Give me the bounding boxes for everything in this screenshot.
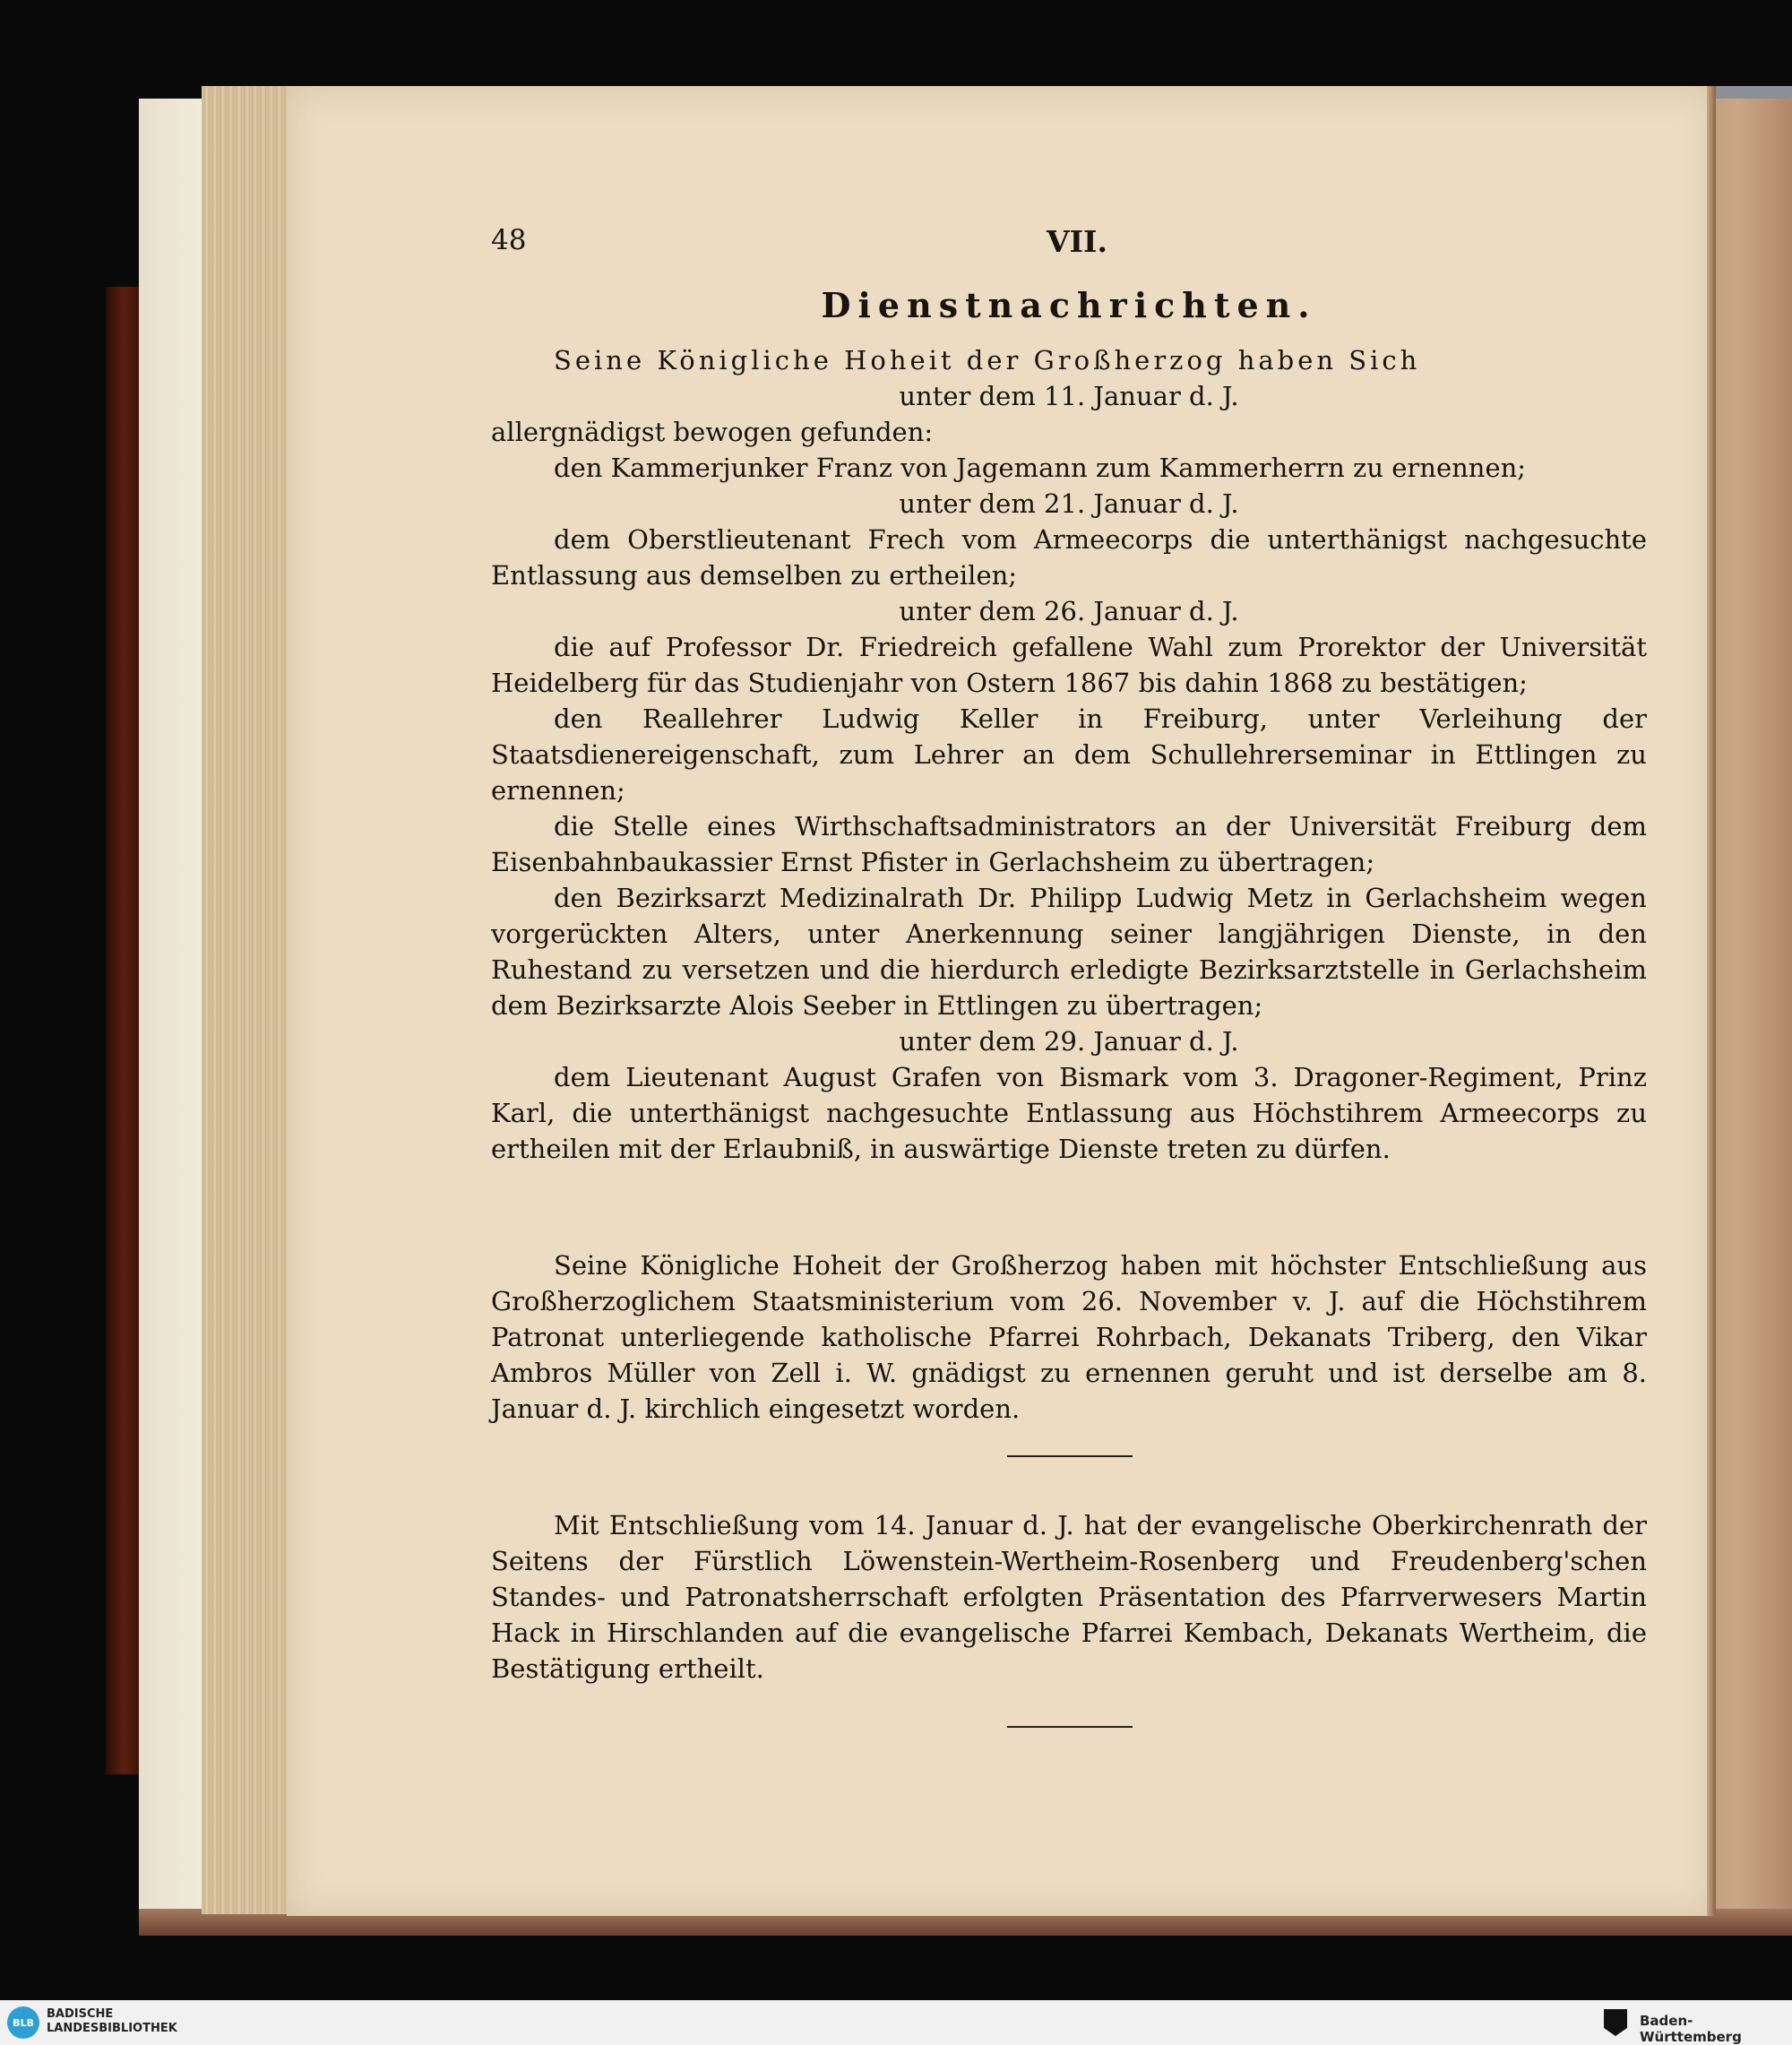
item-3: die auf Professor Dr. Friedreich gefallene Wahl zum Prorektor der Universität Heidelberg für das Studienjahr von Ostern 1867 bis dahin 1868 zu bestätigen; (491, 632, 1647, 698)
item-5: die Stelle eines Wirthschaftsadministrators an der Universität Freiburg dem Eisenbahnbaukassier Ernst Pfister in Gerlachsheim zu übertragen; (491, 811, 1647, 877)
block-dienstnachrichten (491, 342, 1647, 1167)
date-line-3: unter dem 26. Januar d. J. (899, 596, 1239, 626)
page-header (491, 224, 1647, 263)
item-2: dem Oberstlieutenant Frech vom Armeecorps die unterthänigst nachgesuchte Entlassung aus demselben zu ertheilen; (491, 524, 1647, 591)
item-6: den Bezirksarzt Medizinalrath Dr. Philipp Ludwig Metz in Gerlachsheim wegen vorgerückten Alters, unter Anerkennung seiner langjährigen Dienste, in den Ruhestand zu versetzen und die hierdurch erledigte Bezirksarztstelle in Gerlachsheim dem Bezirksarzte Alois Seeber in Ettlingen zu übertragen; (491, 883, 1647, 1021)
item-4: den Reallehrer Ludwig Keller in Freiburg, unter Verleihung der Staatsdienereigenschaft, zum Lehrer an dem Schullehrerseminar in Ettlingen zu ernennen; (491, 703, 1647, 806)
blb-logo-icon[interactable]: BLB (7, 2006, 39, 2039)
section-number: VII. (1047, 224, 1107, 259)
closing-rule (1007, 1726, 1133, 1728)
footer-bar (0, 2000, 1792, 2045)
library-name-line2: LANDESBIBLIOTHEK (47, 2022, 177, 2035)
item-1: den Kammerjunker Franz von Jagemann zum Kammerherrn zu ernennen; (554, 453, 1527, 483)
intro-text-2: allergnädigst bewogen gefunden: (491, 417, 934, 447)
page-number: 48 (491, 224, 527, 256)
item-7: dem Lieutenant August Grafen von Bismark vom 3. Dragoner-Regiment, Prinz Karl, die unterthänigst nachgesuchte Entlassung aus Höchstihrem Armeecorps zu ertheilen mit der Erlaubniß, in auswärtige Dienste treten zu dürfen. (491, 1062, 1647, 1164)
page-edges (202, 86, 300, 1914)
intro-text: Seine Königliche Hoheit der Großherzog haben Sich (554, 345, 1421, 375)
library-name-line1: BADISCHE (47, 2007, 114, 2021)
book-cover-light (139, 99, 211, 1927)
page-title: Dienstnachrichten. (821, 285, 1317, 325)
library-name[interactable] (47, 2007, 244, 2036)
separator-rule (1007, 1455, 1133, 1457)
page-gutter (1707, 86, 1716, 1916)
date-line-2: unter dem 21. Januar d. J. (899, 488, 1239, 519)
block-pfarrei-rohrbach (491, 1247, 1647, 1427)
block-pfarrei-kembach (491, 1507, 1647, 1687)
date-line-4: unter dem 29. Januar d. J. (899, 1026, 1239, 1057)
paragraph-kembach: Mit Entschließung vom 14. Januar d. J. hat der evangelische Oberkirchenrath der Seitens der Fürstlich Löwenstein-Wertheim-Rosenberg und Freudenberg'schen Standes- und Patronatsherrschaft erfolgten Präsentation des Pfarrverwesers Martin Hack in Hirschlanden auf die evangelische Pfarrei Kembach, Dekanats Wertheim, die Bestätigung ertheilt. (491, 1510, 1647, 1684)
state-label[interactable]: Baden-Württemberg (1640, 2013, 1742, 2045)
paragraph-rohrbach: Seine Königliche Hoheit der Großherzog haben mit höchster Entschließung aus Großherzoglichem Staatsministerium vom 26. November v. J. auf die Höchstihrem Patronat unterliegende katholische Pfarrei Rohrbach, Dekanats Triberg, den Vikar Ambros Müller von Zell i. W. gnädigst zu ernennen geruht und ist derselbe am 8. Januar d. J. kirchlich eingesetzt worden. (491, 1250, 1647, 1424)
book-cover-red-edge (106, 287, 142, 1774)
baden-wuerttemberg-crest-icon[interactable] (1604, 2009, 1627, 2036)
date-line-1: unter dem 11. Januar d. J. (899, 381, 1239, 411)
